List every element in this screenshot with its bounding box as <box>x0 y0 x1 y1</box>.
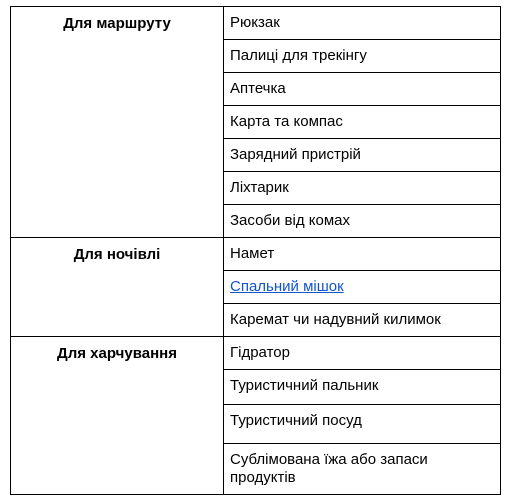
table-row <box>11 238 501 271</box>
list-item: Рюкзак <box>224 7 501 40</box>
list-item: Аптечка <box>224 73 501 106</box>
table-row <box>11 7 501 40</box>
list-item: Намет <box>224 238 501 271</box>
list-item: Сублімована їжа або запаси продуктів <box>224 444 501 495</box>
category-route: Для маршруту <box>11 7 224 238</box>
list-item-link-cell <box>224 271 501 304</box>
list-item: Туристичний посуд <box>224 405 501 444</box>
table-row <box>11 337 501 370</box>
list-item: Засоби від комах <box>224 205 501 238</box>
list-item: Туристичний пальник <box>224 370 501 405</box>
list-item: Карта та компас <box>224 106 501 139</box>
list-item: Гідратор <box>224 337 501 370</box>
category-food: Для харчування <box>11 337 224 495</box>
list-item: Каремат чи надувний килимок <box>224 304 501 337</box>
sleeping-bag-link[interactable]: Спальний мішок <box>230 278 344 295</box>
list-item: Ліхтарик <box>224 172 501 205</box>
packing-list-table <box>10 6 501 495</box>
category-overnight: Для ночівлі <box>11 238 224 337</box>
list-item: Зарядний пристрій <box>224 139 501 172</box>
list-item: Палиці для трекінгу <box>224 40 501 73</box>
